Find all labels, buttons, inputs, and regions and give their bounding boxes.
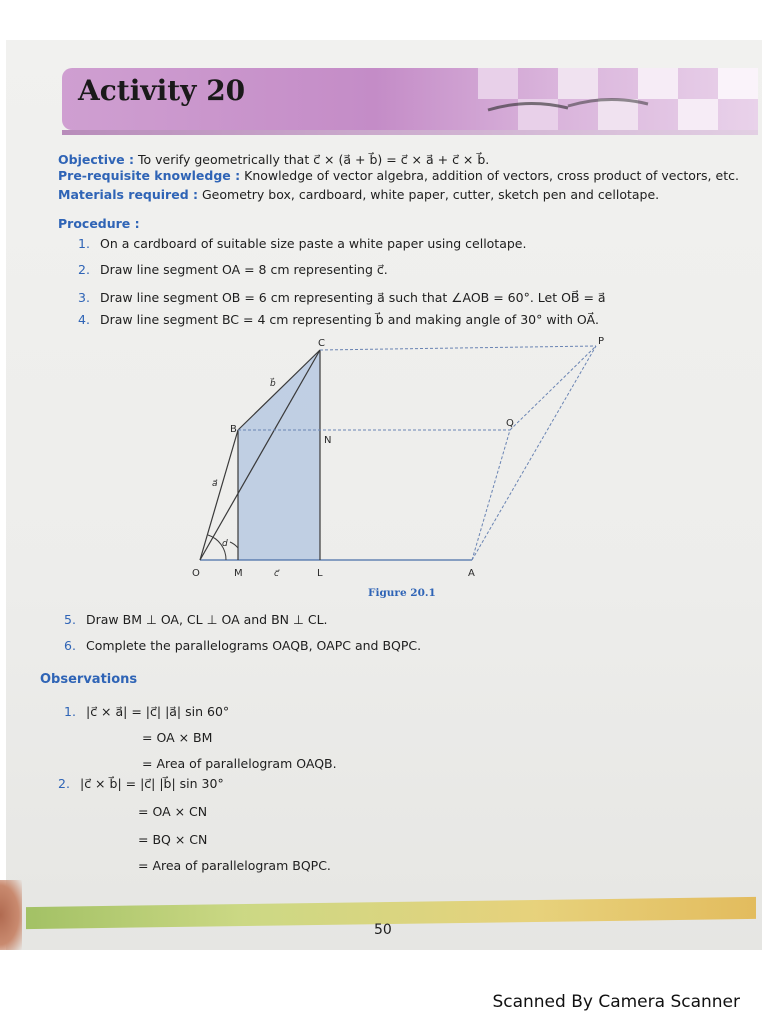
figure-caption: Figure 20.1 [368,587,436,599]
procedure-step: 4. Draw line segment BC = 4 cm representing b⃗ and making angle of 30° with OA⃗. [78,312,599,327]
banner-underline [62,130,758,135]
observation-1-step: = OA × BM [142,730,213,745]
prerequisite-line [58,168,739,183]
label-a: A [468,568,475,579]
label-vec-b: b⃗ [270,379,276,389]
procedure-step: 1. On a cardboard of suitable size paste a white paper using cellotape. [78,236,527,251]
label-m: M [234,568,243,579]
banner-pattern [458,68,758,130]
segment-ob [200,430,238,560]
observation-2-step: = BQ × CN [138,832,208,847]
figure-20-1 [186,330,626,580]
label-n: N [324,435,332,446]
observation-2: 2. |c⃗ × b⃗| = |c⃗| |b⃗| sin 30° [58,776,224,791]
prerequisite-text: Knowledge of vector algebra, addition of vectors, cross product of vectors, etc. [244,168,739,183]
observation-1: 1. |c⃗ × a⃗| = |c⃗| |a⃗| sin 60° [64,704,230,719]
label-o: O [192,568,200,579]
observations-heading: Observations [40,672,138,687]
segment-cp [320,346,596,350]
procedure-step: 3. Draw line segment OB = 6 cm representing a⃗ such that ∠AOB = 60°. Let OB⃗ = a⃗ [78,290,606,305]
thumb-shadow [0,880,22,950]
label-vec-a: a⃗ [212,479,218,489]
page-number: 50 [374,922,392,938]
scanner-watermark: Scanned By Camera Scanner [492,992,740,1012]
label-p: P [598,336,605,347]
label-vec-c: c⃗ [274,569,279,579]
book-page [6,40,762,950]
procedure-step: 2. Draw line segment OA = 8 cm representing c⃗. [78,262,388,277]
observation-2-step: = OA × CN [138,804,208,819]
procedure-heading: Procedure : [58,216,140,231]
label-c: C [318,338,325,349]
materials-line [58,187,659,202]
segment-qp [510,346,596,430]
shaded-region [238,350,320,560]
label-q: Q [506,418,514,429]
materials-label: Materials required : [58,187,199,202]
procedure-step: 6. Complete the parallelograms OAQB, OAPC and BQPC. [64,638,422,653]
activity-title: Activity 20 [78,74,246,107]
procedure-step: 5. Draw BM ⊥ OA, CL ⊥ OA and BN ⊥ CL. [64,612,328,627]
objective-label: Objective : [58,152,134,167]
materials-text: Geometry box, cardboard, white paper, cutter, sketch pen and cellotape. [202,187,660,202]
prerequisite-label: Pre-requisite knowledge : [58,168,241,183]
observation-1-step: = Area of parallelogram OAQB. [142,756,337,771]
segment-ap [472,346,596,560]
segment-aq [472,430,510,560]
label-l: L [317,568,323,579]
label-b: B [230,424,237,435]
objective-text: To verify geometrically that c⃗ × (a⃗ + b⃗) = c⃗ × a⃗ + c⃗ × b⃗. [137,152,490,167]
label-d: d [222,539,228,549]
objective-line [58,152,489,167]
angle-arc-2 [230,542,238,548]
observation-2-step: = Area of parallelogram BQPC. [138,858,331,873]
